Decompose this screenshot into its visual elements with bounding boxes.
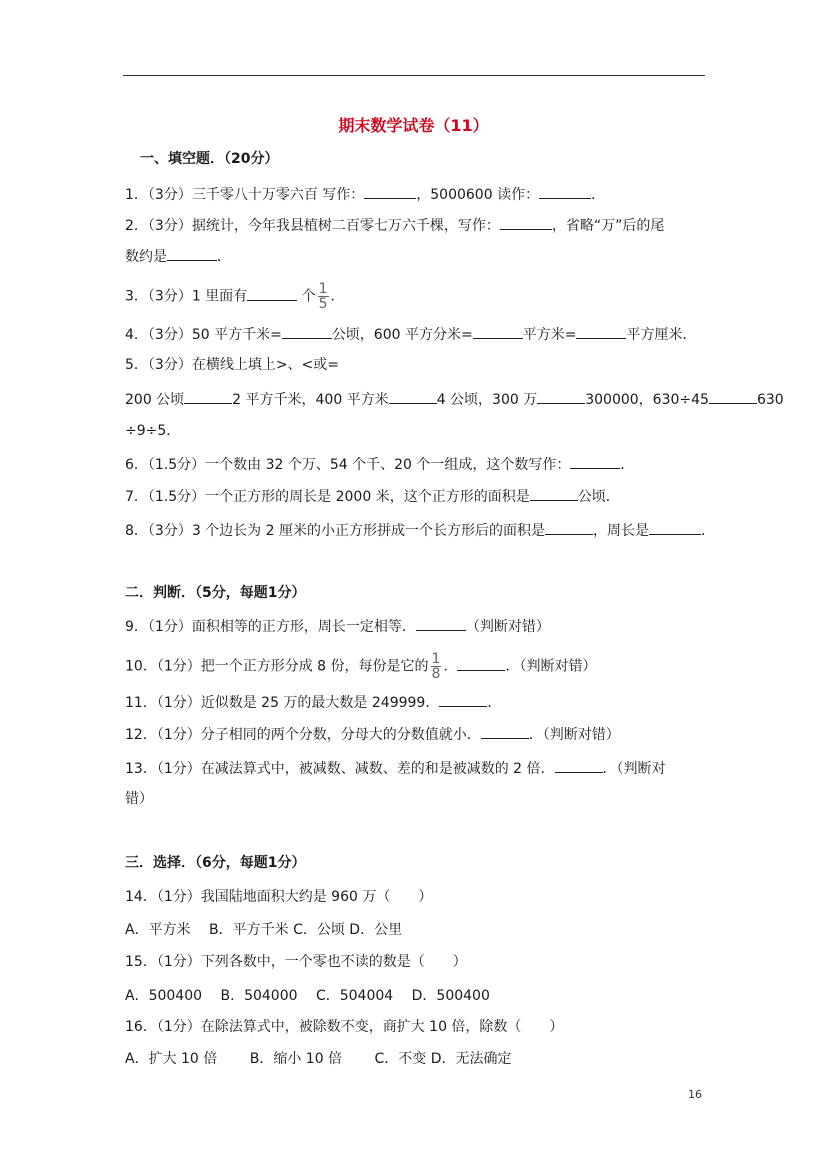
question-16: 16．（1分）在除法算式中，被除数不变，商扩大 10 倍，除数（ ） — [125, 1019, 564, 1035]
question-15: 15．（1分）下列各数中，一个零也不读的数是（ ） — [125, 954, 467, 970]
answer-blank[interactable] — [530, 486, 578, 501]
question-5: 5．（3分）在横线上填上>、<或= — [125, 357, 340, 373]
question-7: 7．（1.5分）一个正方形的周长是 2000 米，这个正方形的面积是 公顷． — [125, 486, 620, 507]
question-3: 3．（3分）1 里面有 个 $\frac{1}{5}$ ． — [125, 281, 345, 312]
answer-blank[interactable] — [364, 184, 416, 199]
question-14: 14．（1分）我国陆地面积大约是 960 万（ ） — [125, 889, 433, 905]
answer-blank[interactable] — [247, 286, 297, 301]
question-12: 12．（1分）分子相同的两个分数，分母大的分数值就小． ．（判断对错） — [125, 724, 620, 745]
question-13-cont: 错） — [125, 791, 153, 807]
answer-blank[interactable] — [537, 389, 585, 404]
question-4: 4．（3分）50 平方千米= 公顷，600 平方分米= 平方米= 平方厘米． — [125, 324, 696, 345]
question-10: 10．（1分）把一个正方形分成 8 份，每份是它的 $\frac{1}{8}$ ． ．（判断对错） — [125, 651, 597, 682]
question-5-items: 200 公顷 2 平方千米，400 平方米 4 公顷，300 万 300000，630÷45 630 — [125, 389, 784, 410]
question-1: 1．（3分）三千零八十万零六百 写作： ，5000600 读作： ． — [125, 184, 605, 205]
question-2-cont: 数约是 ． — [125, 246, 231, 267]
fraction: $\frac{1}{5}$ — [318, 281, 328, 312]
answer-blank[interactable] — [545, 520, 593, 535]
question-15-options: A．500400 B．504000 C．504004 D．500400 — [125, 988, 490, 1004]
section-multiple-choice: 三．选择．（6分，每题1分） — [125, 855, 306, 871]
answer-blank[interactable] — [473, 324, 523, 339]
answer-blank[interactable] — [481, 724, 529, 739]
answer-blank[interactable] — [576, 324, 626, 339]
answer-blank[interactable] — [709, 389, 757, 404]
question-6: 6．（1.5分）一个数由 32 个万、54 个千、20 个一组成，这个数写作： ． — [125, 454, 634, 475]
question-2: 2．（3分）据统计，今年我县植树二百零七万六千棵，写作： ，省略“万”后的尾 — [125, 215, 664, 236]
answer-blank[interactable] — [184, 389, 232, 404]
question-16-options: A．扩大 10 倍 B．缩小 10 倍 C．不变 D．无法确定 — [125, 1051, 512, 1067]
answer-blank[interactable] — [457, 656, 505, 671]
fraction: $\frac{1}{8}$ — [431, 651, 441, 682]
question-5-cont: ÷9÷5． — [125, 423, 181, 439]
section-true-false: 二．判断．（5分，每题1分） — [125, 585, 306, 601]
answer-blank[interactable] — [416, 616, 466, 631]
question-14-options: A．平方米 B．平方千米 C．公顷 D．公里 — [125, 922, 403, 938]
question-13: 13．（1分）在减法算式中，被减数、减数、差的和是被减数的 2 倍． ．（判断对 — [125, 758, 666, 779]
question-11: 11．（1分）近似数是 25 万的最大数是 249999． ． — [125, 692, 501, 713]
answer-blank[interactable] — [555, 758, 603, 773]
answer-blank[interactable] — [539, 184, 591, 199]
answer-blank[interactable] — [439, 692, 487, 707]
header-rule — [123, 75, 705, 76]
answer-blank[interactable] — [570, 454, 620, 469]
answer-blank[interactable] — [282, 324, 332, 339]
answer-blank[interactable] — [649, 520, 701, 535]
question-8: 8．（3分）3 个边长为 2 厘米的小正方形拼成一个长方形后的面积是 ，周长是 ． — [125, 520, 715, 541]
answer-blank[interactable] — [389, 389, 437, 404]
answer-blank[interactable] — [500, 215, 552, 230]
answer-blank[interactable] — [167, 246, 217, 261]
question-9: 9．（1分）面积相等的正方形，周长一定相等． （判断对错） — [125, 616, 550, 637]
section-fill-in: 一、填空题．（20分） — [140, 151, 279, 167]
page-number: 16 — [688, 1088, 702, 1101]
page-title: 期末数学试卷（11） — [338, 116, 489, 135]
